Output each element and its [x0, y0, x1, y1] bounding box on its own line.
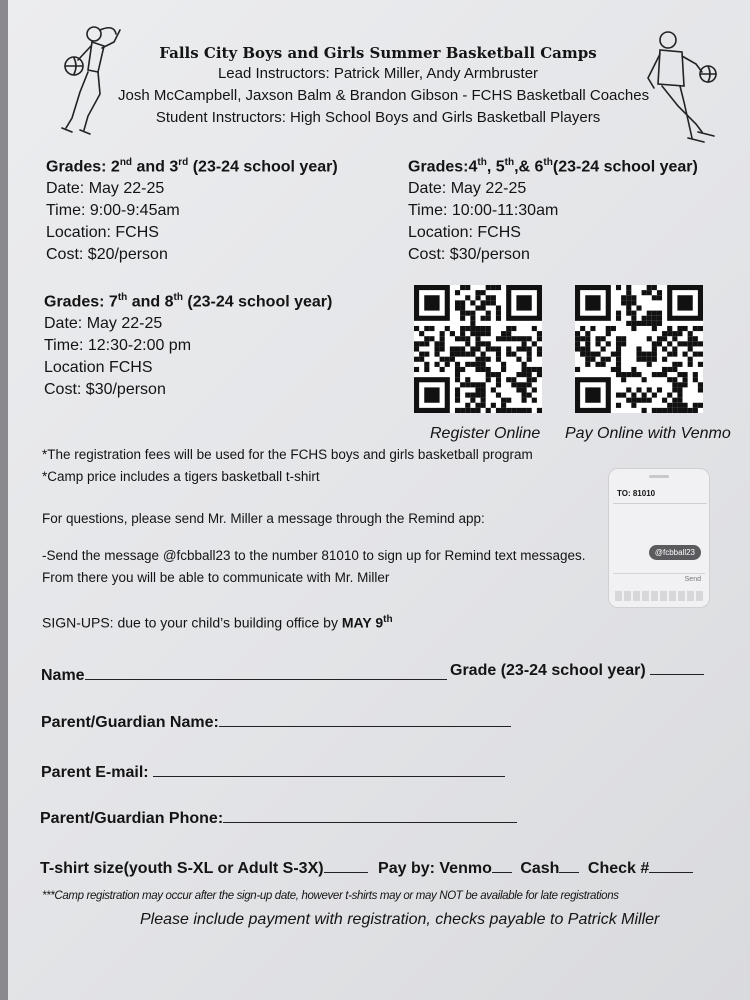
parent-phone-line[interactable]: [223, 808, 517, 823]
cash-label: Cash: [520, 860, 560, 877]
tshirt-size-label: T-shirt size(youth S-XL or Adult S-3X): [40, 860, 324, 877]
camp-date: Date: May 22-25: [44, 315, 163, 333]
phone-message-bubble: @fcbball23: [649, 545, 701, 560]
camp-time: Time: 10:00-11:30am: [408, 202, 559, 220]
flyer-page: [8, 0, 750, 1000]
parent-name-field[interactable]: [41, 712, 511, 732]
remind-followup: From there you will be able to communicate with Mr. Miller: [42, 570, 390, 585]
venmo-line[interactable]: [492, 858, 512, 873]
name-label: Name: [41, 667, 85, 684]
phone-recipient: TO: 81010: [613, 485, 707, 504]
camp-time: Time: 9:00-9:45am: [46, 202, 180, 220]
payment-note: Please include payment with registration, checks payable to Patrick Miller: [140, 911, 660, 928]
camp-cost: Cost: $30/person: [408, 246, 530, 264]
tshirt-note: *Camp price includes a tigers basketball t-shirt: [42, 469, 320, 484]
camp-grades-heading: Grades: 2nd and 3rd (23-24 school year): [46, 157, 338, 176]
parent-name-line[interactable]: [219, 712, 511, 727]
parent-phone-field[interactable]: [40, 808, 517, 828]
parent-email-label: Parent E-mail:: [41, 764, 149, 781]
signups-deadline: SIGN-UPS: due to your child’s building office by MAY 9th: [42, 614, 393, 631]
coaches-line: Josh McCampbell, Jaxson Balm & Brandon Gibson - FCHS Basketball Coaches: [118, 87, 650, 104]
camp-location: Location: FCHS: [46, 224, 159, 242]
camp-location: Location: FCHS: [408, 224, 521, 242]
lead-instructors: Lead Instructors: Patrick Miller, Andy Armbruster: [217, 65, 539, 82]
register-online-caption: Register Online: [430, 425, 541, 442]
parent-email-field[interactable]: [41, 762, 505, 782]
cash-line[interactable]: [559, 858, 579, 873]
remind-instructions: -Send the message @fcbball23 to the number 81010 to sign up for Remind text messages.: [42, 548, 586, 563]
questions-note: For questions, please send Mr. Miller a message through the Remind app:: [42, 511, 485, 526]
boy-basketball-player-icon: [638, 28, 728, 146]
tshirt-payment-row: [40, 858, 693, 878]
parent-email-line[interactable]: [153, 762, 505, 777]
grade-field[interactable]: [450, 660, 704, 680]
parent-phone-label: Parent/Guardian Phone:: [40, 810, 224, 827]
camp-date: Date: May 22-25: [408, 180, 527, 198]
parent-name-label: Parent/Guardian Name:: [41, 714, 219, 731]
camp-cost: Cost: $30/person: [44, 381, 166, 399]
camp-block-grades-2-3: [46, 152, 338, 266]
fees-note: *The registration fees will be used for the FCHS boys and girls basketball program: [42, 447, 533, 462]
camp-location: Location FCHS: [44, 359, 153, 377]
camp-block-grades-7-8: [44, 287, 332, 401]
flyer-title: Falls City Boys and Girls Summer Basketball Camps: [159, 44, 597, 62]
student-instructors: Student Instructors: High School Boys and Girls Basketball Players: [155, 109, 601, 126]
camp-date: Date: May 22-25: [46, 180, 165, 198]
name-field[interactable]: [41, 665, 447, 685]
camp-grades-heading: Grades:4th, 5th,& 6th(23-24 school year): [408, 157, 698, 176]
phone-send-button: Send: [684, 576, 701, 583]
venmo-caption: Pay Online with Venmo: [565, 425, 731, 442]
pay-by-venmo-label: Pay by: Venmo: [378, 860, 492, 877]
camp-time: Time: 12:30-2:00 pm: [44, 337, 192, 355]
grade-label: Grade (23-24 school year): [450, 662, 646, 679]
camp-block-grades-4-6: [408, 152, 698, 266]
check-label: Check #: [587, 860, 650, 877]
grade-line[interactable]: [650, 660, 704, 675]
register-qr-code[interactable]: [414, 285, 542, 413]
camp-grades-heading: Grades: 7th and 8th (23-24 school year): [44, 292, 333, 311]
check-number-line[interactable]: [649, 858, 693, 873]
late-registration-note: ***Camp registration may occur after the sign-up date, however t-shirts may or may NOT be available for late registrations: [42, 890, 619, 902]
remind-phone-illustration: [608, 468, 710, 608]
tshirt-size-line[interactable]: [324, 858, 368, 873]
venmo-qr-code[interactable]: [575, 285, 703, 413]
camp-cost: Cost: $20/person: [46, 246, 168, 264]
name-line[interactable]: [85, 665, 447, 680]
